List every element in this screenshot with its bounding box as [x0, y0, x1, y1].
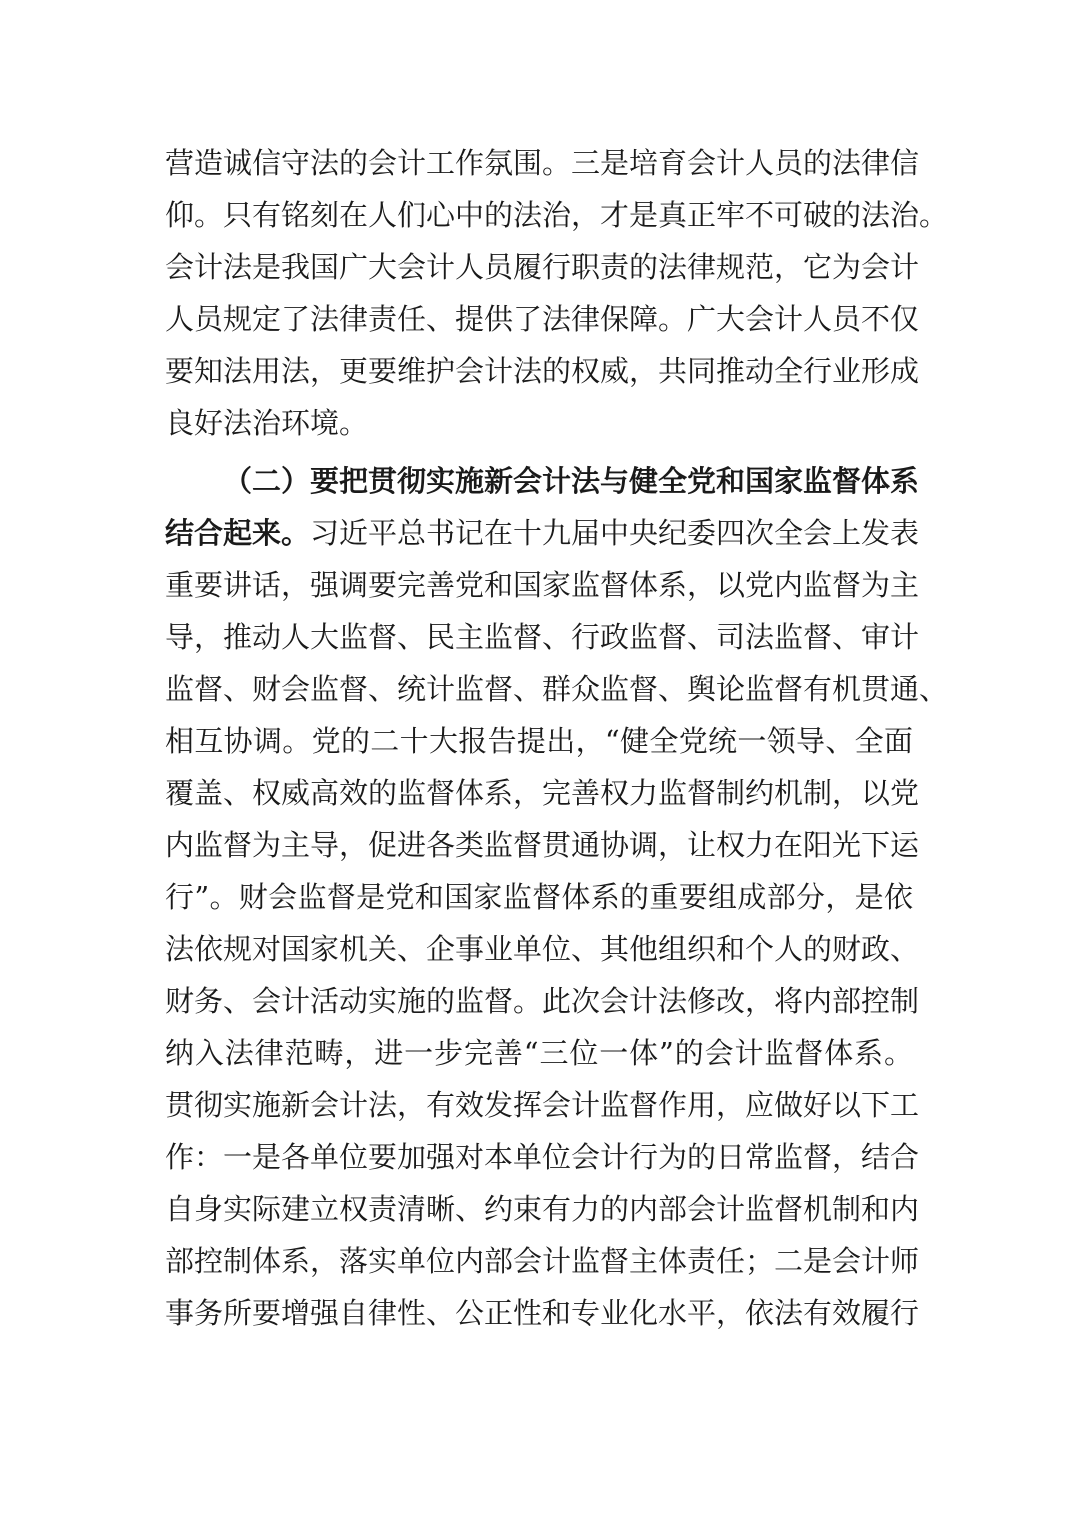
text-line: 行”。财会监督是党和国家监督体系的重要组成部分，是依: [165, 880, 913, 914]
text-line: 重要讲话，强调要完善党和国家监督体系，以党内监督为主: [165, 568, 920, 602]
text-line: 导，推动人大监督、民主监督、行政监督、司法监督、审计: [165, 620, 920, 654]
text-line: 相互协调。党的二十大报告提出，“健全党统一领导、全面: [165, 724, 913, 758]
text-line: 自身实际建立权责清晰、约束有力的内部会计监督机制和内: [165, 1192, 920, 1226]
paragraph-1: [165, 137, 949, 449]
section-heading-continued: 结合起来。: [165, 516, 311, 550]
text-line: 贯彻实施新会计法，有效发挥会计监督作用，应做好以下工: [165, 1088, 920, 1122]
text-line: 覆盖、权威高效的监督体系，完善权力监督制约机制，以党: [165, 776, 920, 810]
text-line: 法依规对国家机关、企事业单位、其他组织和个人的财政、: [165, 932, 920, 966]
text-line: 会计法是我国广大会计人员履行职责的法律规范，它为会计: [165, 250, 920, 284]
section-heading: （二）要把贯彻实施新会计法与健全党和国家监督体系: [223, 464, 920, 498]
text-line: 人员规定了法律责任、提供了法律保障。广大会计人员不仅: [165, 302, 920, 336]
text-line: 良好法治环境。: [165, 406, 369, 440]
text-line: 内监督为主导，促进各类监督贯通协调，让权力在阳光下运: [165, 828, 920, 862]
text-line: 财务、会计活动实施的监督。此次会计法修改，将内部控制: [165, 984, 920, 1018]
paragraph-2: [165, 455, 949, 1339]
document-body: [165, 137, 949, 1339]
text-line: 要知法用法，更要维护会计法的权威，共同推动全行业形成: [165, 354, 920, 388]
text-line: 仰。只有铭刻在人们心中的法治，才是真正牢不可破的法治。: [165, 198, 949, 232]
text-line: 监督、财会监督、统计监督、群众监督、舆论监督有机贯通、: [165, 672, 949, 706]
text-line-rest: 习近平总书记在十九届中央纪委四次全会上发表: [310, 516, 920, 550]
text-line: 纳入法律范畴，进一步完善“三位一体”的会计监督体系。: [165, 1036, 913, 1070]
text-line: 作：一是各单位要加强对本单位会计行为的日常监督，结合: [165, 1140, 920, 1174]
text-line: 事务所要增强自律性、公正性和专业化水平，依法有效履行: [165, 1296, 920, 1330]
text-line: 营造诚信守法的会计工作氛围。三是培育会计人员的法律信: [165, 146, 920, 180]
text-line: 部控制体系，落实单位内部会计监督主体责任；二是会计师: [165, 1244, 920, 1278]
text-line: [165, 507, 920, 559]
